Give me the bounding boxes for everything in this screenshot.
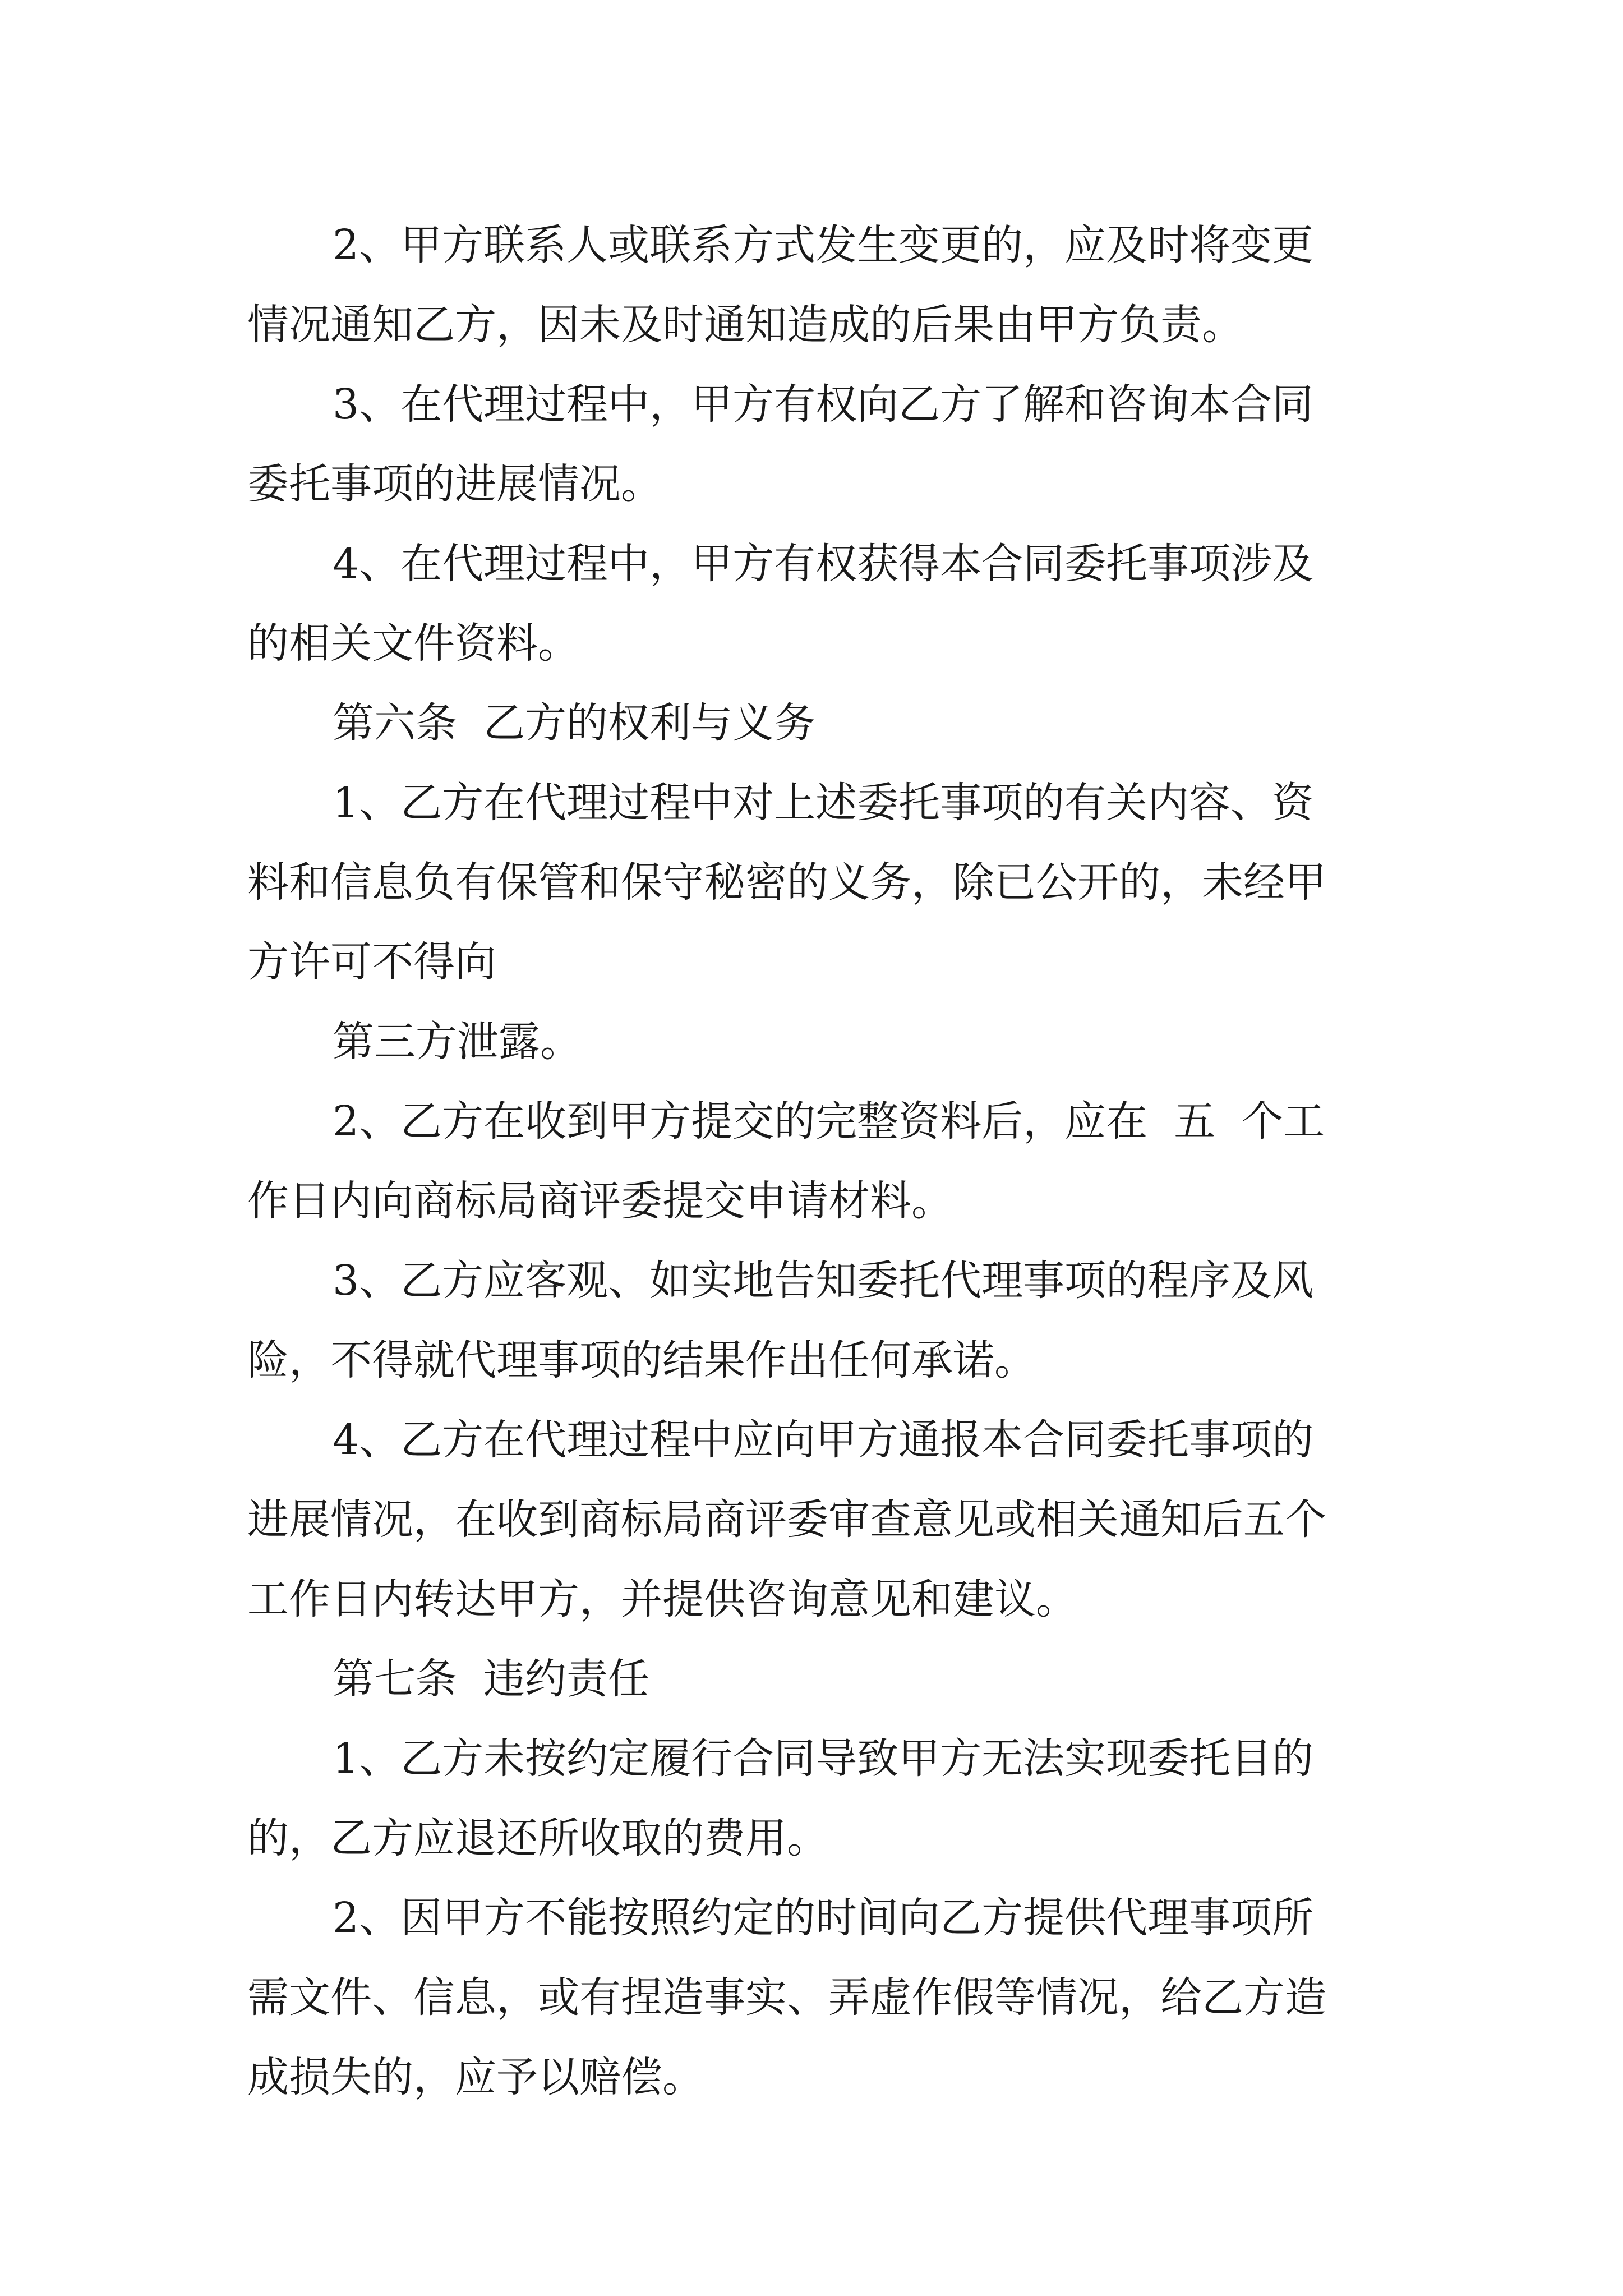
- clause-5-item-3: [247, 365, 1376, 524]
- text-line: 成损失的，应予以赔偿。: [247, 2053, 704, 2101]
- clause-6-item-2: [247, 1082, 1376, 1241]
- text-line: 险，不得就代理事项的结果作出任何承诺。: [247, 1336, 1036, 1384]
- text-line: 的相关文件资料。: [247, 619, 579, 668]
- clause-7-item-1: [247, 1719, 1376, 1878]
- clause-6-item-4: [247, 1400, 1376, 1639]
- clause-6-heading: [247, 683, 1376, 763]
- text-line: 情况通知乙方，因未及时通知造成的后果由甲方负责。: [247, 301, 1243, 349]
- document-body: [247, 205, 1376, 2117]
- clause-6-item-1: [247, 763, 1376, 1002]
- text-line: 4、在代理过程中，甲方有权获得本合同委托事项涉及: [333, 540, 1314, 588]
- text-line: 料和信息负有保管和保守秘密的义务，除已公开的，未经甲: [247, 858, 1326, 907]
- text-line: 1、乙方在代理过程中对上述委托事项的有关内容、资: [333, 779, 1314, 827]
- text-line: 3、在代理过程中，甲方有权向乙方了解和咨询本合同: [333, 380, 1314, 429]
- clause-5-item-4: [247, 524, 1376, 683]
- text-line: 2、乙方在收到甲方提交的完整资料后，应在 五 个工: [333, 1097, 1325, 1145]
- text-line: 4、乙方在代理过程中应向甲方通报本合同委托事项的: [333, 1416, 1314, 1464]
- text-line: 需文件、信息，或有捏造事实、弄虚作假等情况，给乙方造: [247, 1973, 1326, 2022]
- text-line: 的，乙方应退还所收取的费用。: [247, 1814, 828, 1862]
- text-line: 3、乙方应客观、如实地告知委托代理事项的程序及风: [333, 1257, 1314, 1305]
- section-heading: 第六条 乙方的权利与义务: [333, 699, 816, 747]
- text-line: 方许可不得向: [247, 938, 496, 986]
- clause-6-item-1-continued: [247, 1002, 1376, 1082]
- clause-5-item-2: [247, 205, 1376, 365]
- clause-7-heading: [247, 1639, 1376, 1719]
- text-line: 2、因甲方不能按照约定的时间向乙方提供代理事项所: [333, 1894, 1314, 1942]
- text-line: 委托事项的进展情况。: [247, 460, 662, 508]
- text-line: 第三方泄露。: [333, 1018, 582, 1066]
- clause-6-item-3: [247, 1241, 1376, 1400]
- section-heading: 第七条 违约责任: [333, 1655, 650, 1703]
- text-line: 2、甲方联系人或联系方式发生变更的，应及时将变更: [333, 221, 1314, 269]
- text-line: 进展情况，在收到商标局商评委审查意见或相关通知后五个: [247, 1496, 1326, 1544]
- text-line: 作日内向商标局商评委提交申请材料。: [247, 1177, 953, 1225]
- text-line: 工作日内转达甲方，并提供咨询意见和建议。: [247, 1575, 1077, 1623]
- text-line: 1、乙方未按约定履行合同导致甲方无法实现委托目的: [333, 1734, 1314, 1783]
- clause-7-item-2: [247, 1878, 1376, 2117]
